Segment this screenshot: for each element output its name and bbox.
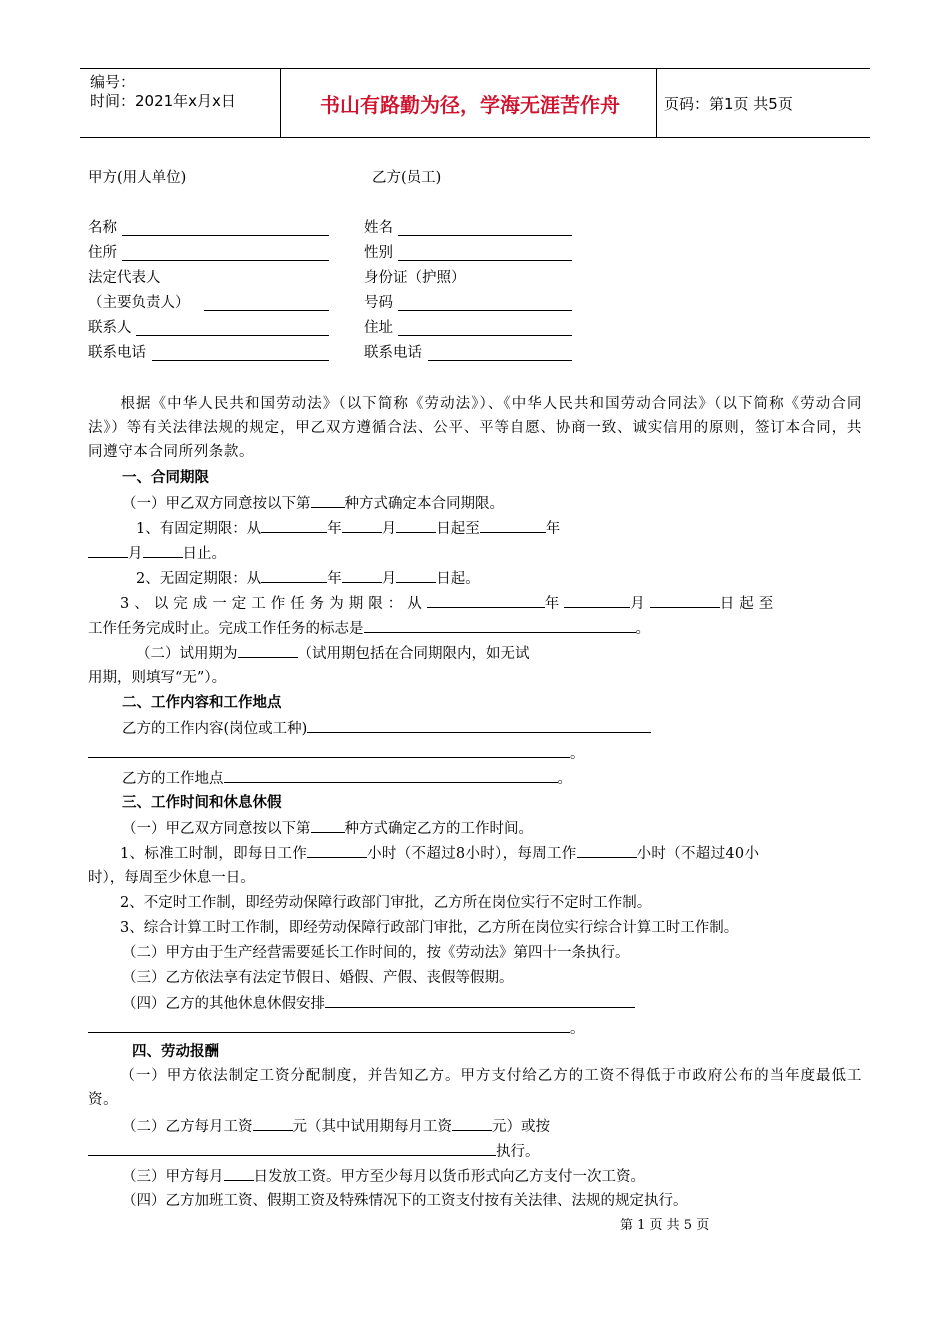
fixed-end-month-blank[interactable] (88, 543, 128, 558)
day-start-label: 日起。 (436, 571, 480, 587)
task-completion-blank[interactable] (364, 618, 636, 633)
fixed-end-day-blank[interactable] (143, 543, 183, 558)
s3-nonfixed-hours: 2、不定时工作制，即经劳动保障行政部门审批，乙方所在岗位实行不定时工作制。 (120, 895, 652, 911)
monthly-wage-blank[interactable] (253, 1116, 293, 1131)
year-label: 年 (327, 521, 342, 537)
standard-hours-text: 小时（不超过8小时），每周工作 (367, 846, 577, 862)
s1-fixed-term-end (88, 543, 226, 564)
year-label: 年 (327, 571, 342, 587)
section-3-title: 三、工作时间和休息休假 (122, 795, 282, 811)
year-label: 年 (544, 596, 565, 612)
payday-blank[interactable] (224, 1166, 254, 1181)
party-b-gender-field[interactable] (398, 260, 572, 261)
work-content-label: 乙方的工作内容(岗位或工种) (122, 721, 308, 737)
monthly-wage-label: （二）乙方每月工资 (122, 1119, 253, 1135)
task-term-label: 3、以完成一定工作任务为期限：从 (120, 596, 427, 612)
header-motto: 书山有路勤为径，学海无涯苦作舟 (320, 93, 620, 117)
month-label: 月 (381, 521, 397, 537)
weekly-hours-blank[interactable] (577, 843, 637, 858)
wage-or-label: 元）或按 (492, 1119, 550, 1135)
s3-other-leave (122, 993, 635, 1014)
s3-holidays: （三）乙方依法享有法定节假日、婚假、产假、丧假等假期。 (122, 970, 514, 986)
s3-overtime: （二）甲方由于生产经营需要延长工作时间的，按《劳动法》第四十一条执行。 (122, 945, 630, 961)
standard-hours-label: 1、标准工时制，即每日工作 (120, 846, 308, 862)
open-start-day-blank[interactable] (396, 568, 436, 583)
work-content-blank-2[interactable] (88, 743, 570, 758)
payday-text: 日发放工资。甲方至少每月以货币形式向乙方支付一次工资。 (253, 1169, 645, 1185)
document-time-label: 时间：2021年x月x日 (90, 92, 236, 110)
payday-label: （三）甲方每月 (122, 1169, 224, 1185)
s4-clause-4: （四）乙方加班工资、假期工资及特殊情况下的工资支付按有关法律、法规的规定执行。 (122, 1193, 688, 1209)
task-start-day-blank[interactable] (650, 593, 720, 608)
probation-label: （二）试用期为 (136, 646, 238, 662)
s4-clause-1-text: （一）甲方依法制定工资分配制度，并告知乙方。甲方支付给乙方的工资不得低于市政府公布的当年度最低工资。 (88, 1068, 862, 1108)
task-start-month-blank[interactable] (564, 593, 630, 608)
s1-clause-1-text-end: 种方式确定本合同期限。 (344, 496, 504, 512)
fixed-start-day-blank[interactable] (396, 518, 436, 533)
section-2-title: 二、工作内容和工作地点 (122, 695, 282, 711)
party-b-name-field[interactable] (398, 235, 572, 236)
open-start-year-blank[interactable] (261, 568, 327, 583)
s1-task-completion (88, 618, 650, 639)
page-footer: 第 1 页 共 5 页 (620, 1218, 710, 1233)
open-start-month-blank[interactable] (342, 568, 382, 583)
party-a-address-label: 住所 (88, 245, 117, 261)
standard-hours-text-end: 小时（不超过40小 (636, 846, 760, 862)
probation-blank[interactable] (238, 643, 298, 658)
party-b-id-number-label: 号码 (364, 295, 393, 311)
s3-standard-hours-cont: 时），每周至少休息一日。 (88, 870, 255, 886)
work-place-blank[interactable] (224, 768, 558, 783)
task-from-label: 日起至 (719, 596, 779, 612)
other-leave-blank-2[interactable] (88, 1018, 570, 1033)
party-b-id-number-field[interactable] (398, 310, 572, 311)
document-header (80, 68, 870, 138)
party-a-contact-label: 联系人 (88, 320, 132, 336)
fixed-start-month-blank[interactable] (342, 518, 382, 533)
s4-clause-2-cont (88, 1141, 540, 1162)
fixed-end-year-blank[interactable] (480, 518, 546, 533)
party-a-contact-field[interactable] (136, 335, 329, 336)
s1-fixed-term (136, 518, 560, 539)
s3-clause-1-text: （一）甲乙双方同意按以下第 (122, 821, 311, 837)
s1-method-blank[interactable] (311, 493, 345, 508)
party-a-phone-field[interactable] (152, 360, 329, 361)
probation-wage-label: 元（其中试用期每月工资 (292, 1119, 452, 1135)
party-a-principal-label: （主要负责人） (88, 295, 190, 311)
party-a-name-label: 名称 (88, 220, 117, 236)
other-leave-label: （四）乙方的其他休息休假安排 (122, 996, 325, 1012)
open-term-label: 2、无固定期限：从 (136, 571, 262, 587)
s2-content (122, 718, 651, 739)
party-a-principal-field[interactable] (204, 310, 329, 311)
s3-clause-1-text-end: 种方式确定乙方的工作时间。 (344, 821, 533, 837)
period-mark: 。 (570, 746, 585, 762)
fixed-term-label: 1、有固定期限：从 (136, 521, 262, 537)
s1-task-term (120, 593, 778, 614)
party-a-phone-label: 联系电话 (88, 345, 146, 361)
day-end-label: 日止。 (182, 546, 226, 562)
s1-clause-1 (122, 493, 504, 514)
period-mark: 。 (635, 621, 650, 637)
s1-probation-note-end: 用期，则填写“无”）。 (88, 670, 227, 686)
work-place-label: 乙方的工作地点 (122, 771, 224, 787)
month-label: 月 (381, 571, 397, 587)
party-b-address-label: 住址 (364, 320, 393, 336)
other-leave-blank[interactable] (325, 993, 635, 1008)
s2-content-cont (88, 743, 585, 764)
party-a-heading: 甲方(用人单位) (88, 170, 187, 186)
party-b-address-field[interactable] (398, 335, 572, 336)
s2-place (122, 768, 572, 789)
party-b-phone-label: 联系电话 (364, 345, 422, 361)
party-a-name-field[interactable] (122, 235, 329, 236)
s3-standard-hours (120, 843, 759, 864)
s4-clause-3 (122, 1166, 645, 1187)
probation-wage-blank[interactable] (452, 1116, 492, 1131)
party-b-heading: 乙方(员工) (372, 170, 442, 186)
s1-open-term (136, 568, 480, 589)
work-content-blank[interactable] (307, 718, 651, 733)
task-start-year-blank[interactable] (427, 593, 545, 608)
preamble-text: 根据《中华人民共和国劳动法》（以下简称《劳动法》）、《中华人民共和国劳动合同法》（以下简称《劳动合同法》）等有关法律法规的规定，甲乙双方遵循合法、公平、平等自愿、协商一致、诚实信用的原则，签订本合同，共同遵守本合同所列条款。 (88, 396, 862, 460)
period-mark: 。 (557, 771, 572, 787)
section-4-title: 四、劳动报酬 (132, 1044, 219, 1060)
header-left (90, 73, 236, 111)
task-completion-label: 工作任务完成时止。完成工作任务的标志是 (88, 621, 364, 637)
header-divider (280, 69, 281, 137)
s3-other-leave-cont (88, 1018, 585, 1039)
s3-clause-1 (122, 818, 533, 839)
month-label: 月 (128, 546, 143, 562)
probation-note: （试用期包括在合同期限内，如无试 (297, 646, 530, 662)
month-label: 月 (630, 596, 650, 612)
s4-clause-1 (88, 1064, 862, 1112)
preamble-paragraph (88, 392, 862, 464)
party-b-id-label: 身份证（护照） (364, 270, 466, 286)
daily-hours-blank[interactable] (307, 843, 367, 858)
header-page-label: 页码：第1页 共5页 (664, 95, 793, 113)
party-b-name-label: 姓名 (364, 220, 393, 236)
s4-clause-2 (122, 1116, 550, 1137)
party-a-legal-rep-label: 法定代表人 (88, 270, 161, 286)
period-mark: 。 (570, 1021, 585, 1037)
party-b-gender-label: 性别 (364, 245, 393, 261)
header-divider (656, 69, 657, 137)
section-1-title: 一、合同期限 (122, 470, 209, 486)
fixed-start-year-blank[interactable] (261, 518, 327, 533)
s1-clause-1-text: （一）甲乙双方同意按以下第 (122, 496, 311, 512)
day-from-label: 日起至 (436, 521, 480, 537)
wage-standard-blank[interactable] (88, 1141, 496, 1156)
year-label: 年 (545, 521, 561, 537)
document-number-label: 编号： (90, 73, 136, 91)
party-b-phone-field[interactable] (428, 360, 572, 361)
s1-probation (136, 643, 530, 664)
s3-comprehensive-hours: 3、综合计算工时工作制，即经劳动保障行政部门审批，乙方所在岗位实行综合计算工时工作制。 (120, 920, 739, 936)
s3-method-blank[interactable] (311, 818, 345, 833)
party-a-address-field[interactable] (122, 260, 329, 261)
wage-execute-label: 执行。 (496, 1144, 540, 1160)
